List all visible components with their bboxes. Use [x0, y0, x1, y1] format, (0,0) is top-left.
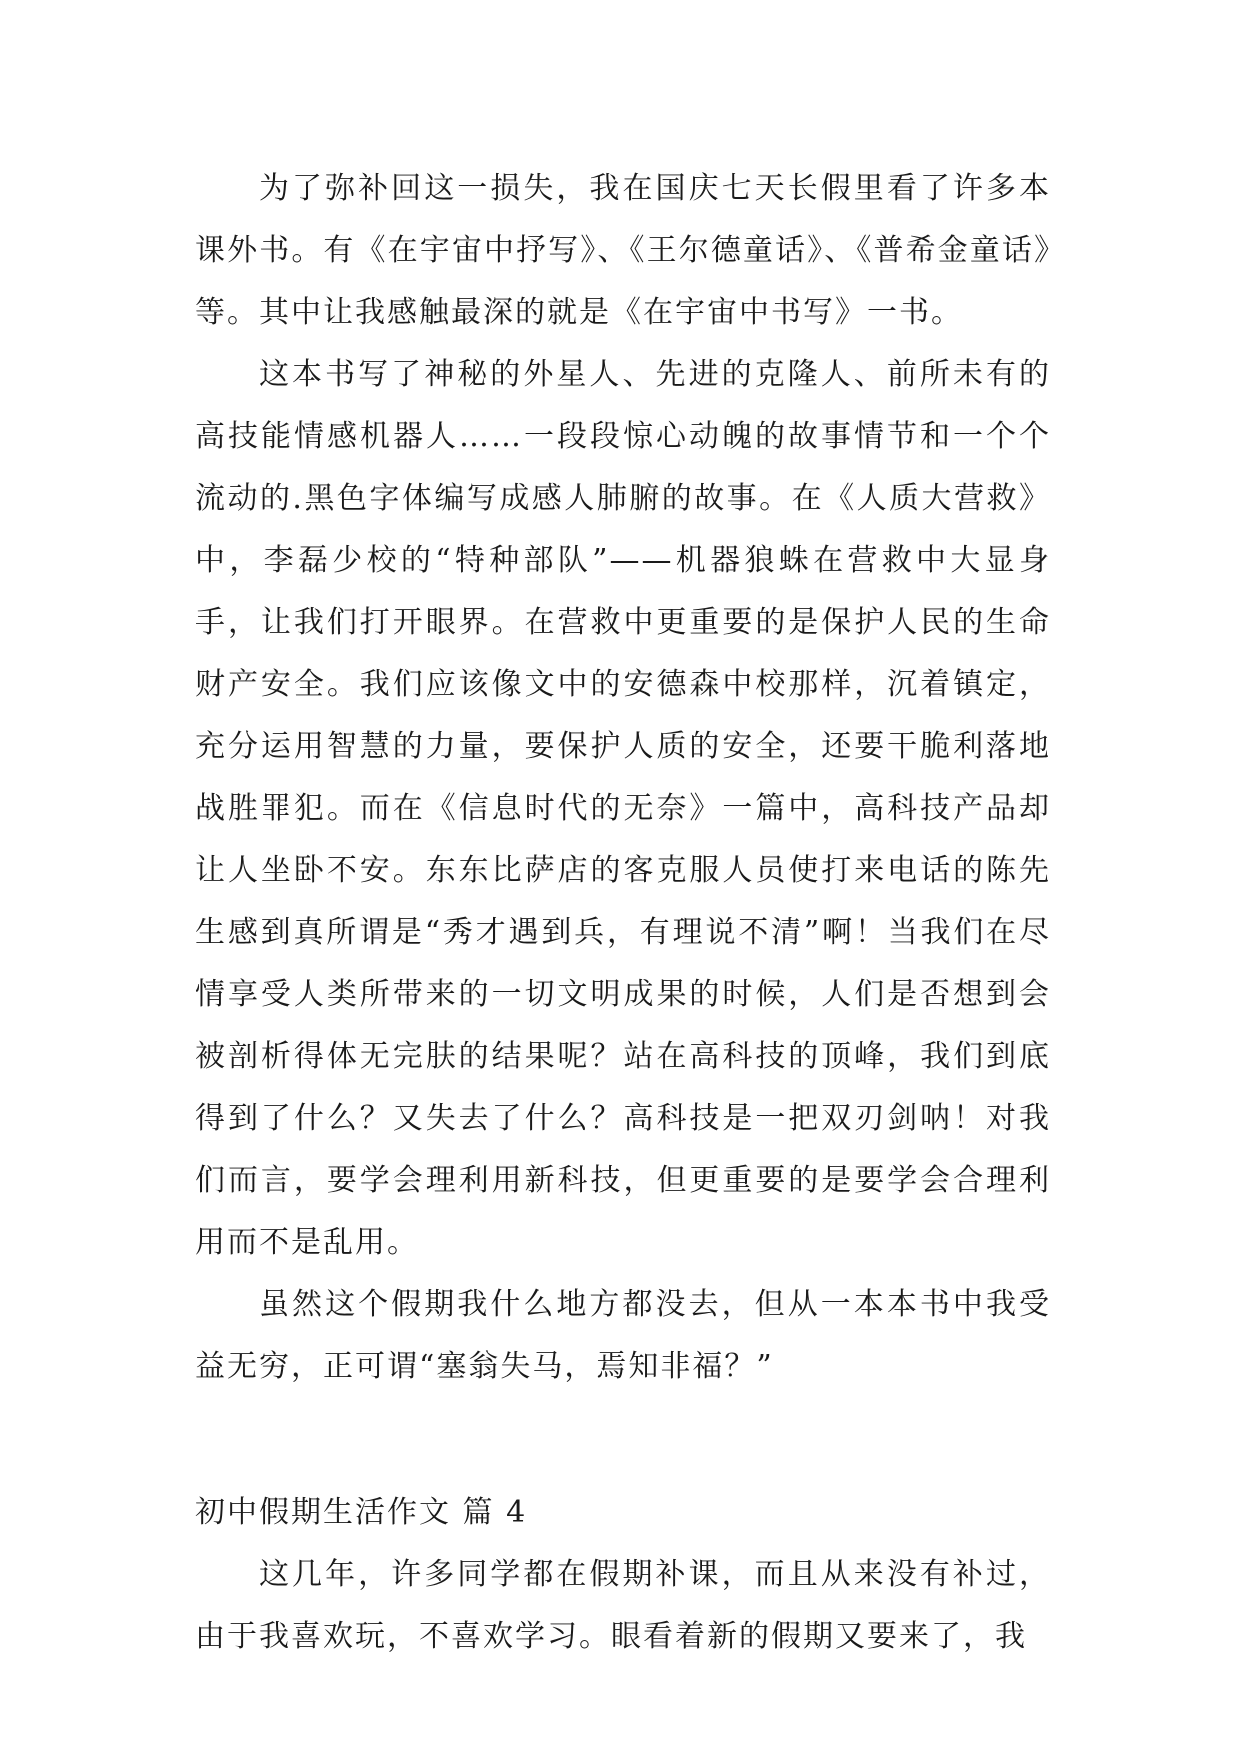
paragraph-2: 这本书写了神秘的外星人、先进的克隆人、前所未有的高技能情感机器人……一段段惊心动魄的故事情节和一个个流动的.黑色字体编写成感人肺腑的故事。在《人质大营救》中，李磊少校的“特种部队”——机器狼蛛在营救中大显身手，让我们打开眼界。在营救中更重要的是保护人民的生命财产安全。我们应该像文中的安德森中校那样，沉着镇定，充分运用智慧的力量，要保护人质的安全，还要干脆利落地战胜罪犯。而在《信息时代的无奈》一篇中，高科技产品却让人坐卧不安。东东比萨店的客克服人员使打来电话的陈先生感到真所谓是“秀才遇到兵，有理说不清”啊！当我们在尽情享受人类所带来的一切文明成果的时候，人们是否想到会被剖析得体无完肤的结果呢？站在高科技的顶峰，我们到底得到了什么？又失去了什么？高科技是一把双刃剑呐！对我们而言，要学会理利用新科技，但更重要的是要学会合理利用而不是乱用。 — [195, 357, 1051, 1260]
paragraph-3: 虽然这个假期我什么地方都没去，但从一本本书中我受益无穷，正可谓“塞翁失马，焉知非福？” — [195, 1287, 1051, 1384]
paragraph-1: 为了弥补回这一损失，我在国庆七天长假里看了许多本课外书。有《在宇宙中抒写》、《王尔德童话》、《普希金童话》等。其中让我感触最深的就是《在宇宙中书写》一书。 — [195, 171, 1051, 330]
section-paragraph-1: 这几年，许多同学都在假期补课，而且从来没有补过，由于我喜欢玩，不喜欢学习。眼看着新的假期又要来了，我 — [195, 1557, 1051, 1654]
section-heading: 初中假期生活作文 篇 4 — [195, 1495, 528, 1530]
document-body — [195, 158, 1051, 1668]
